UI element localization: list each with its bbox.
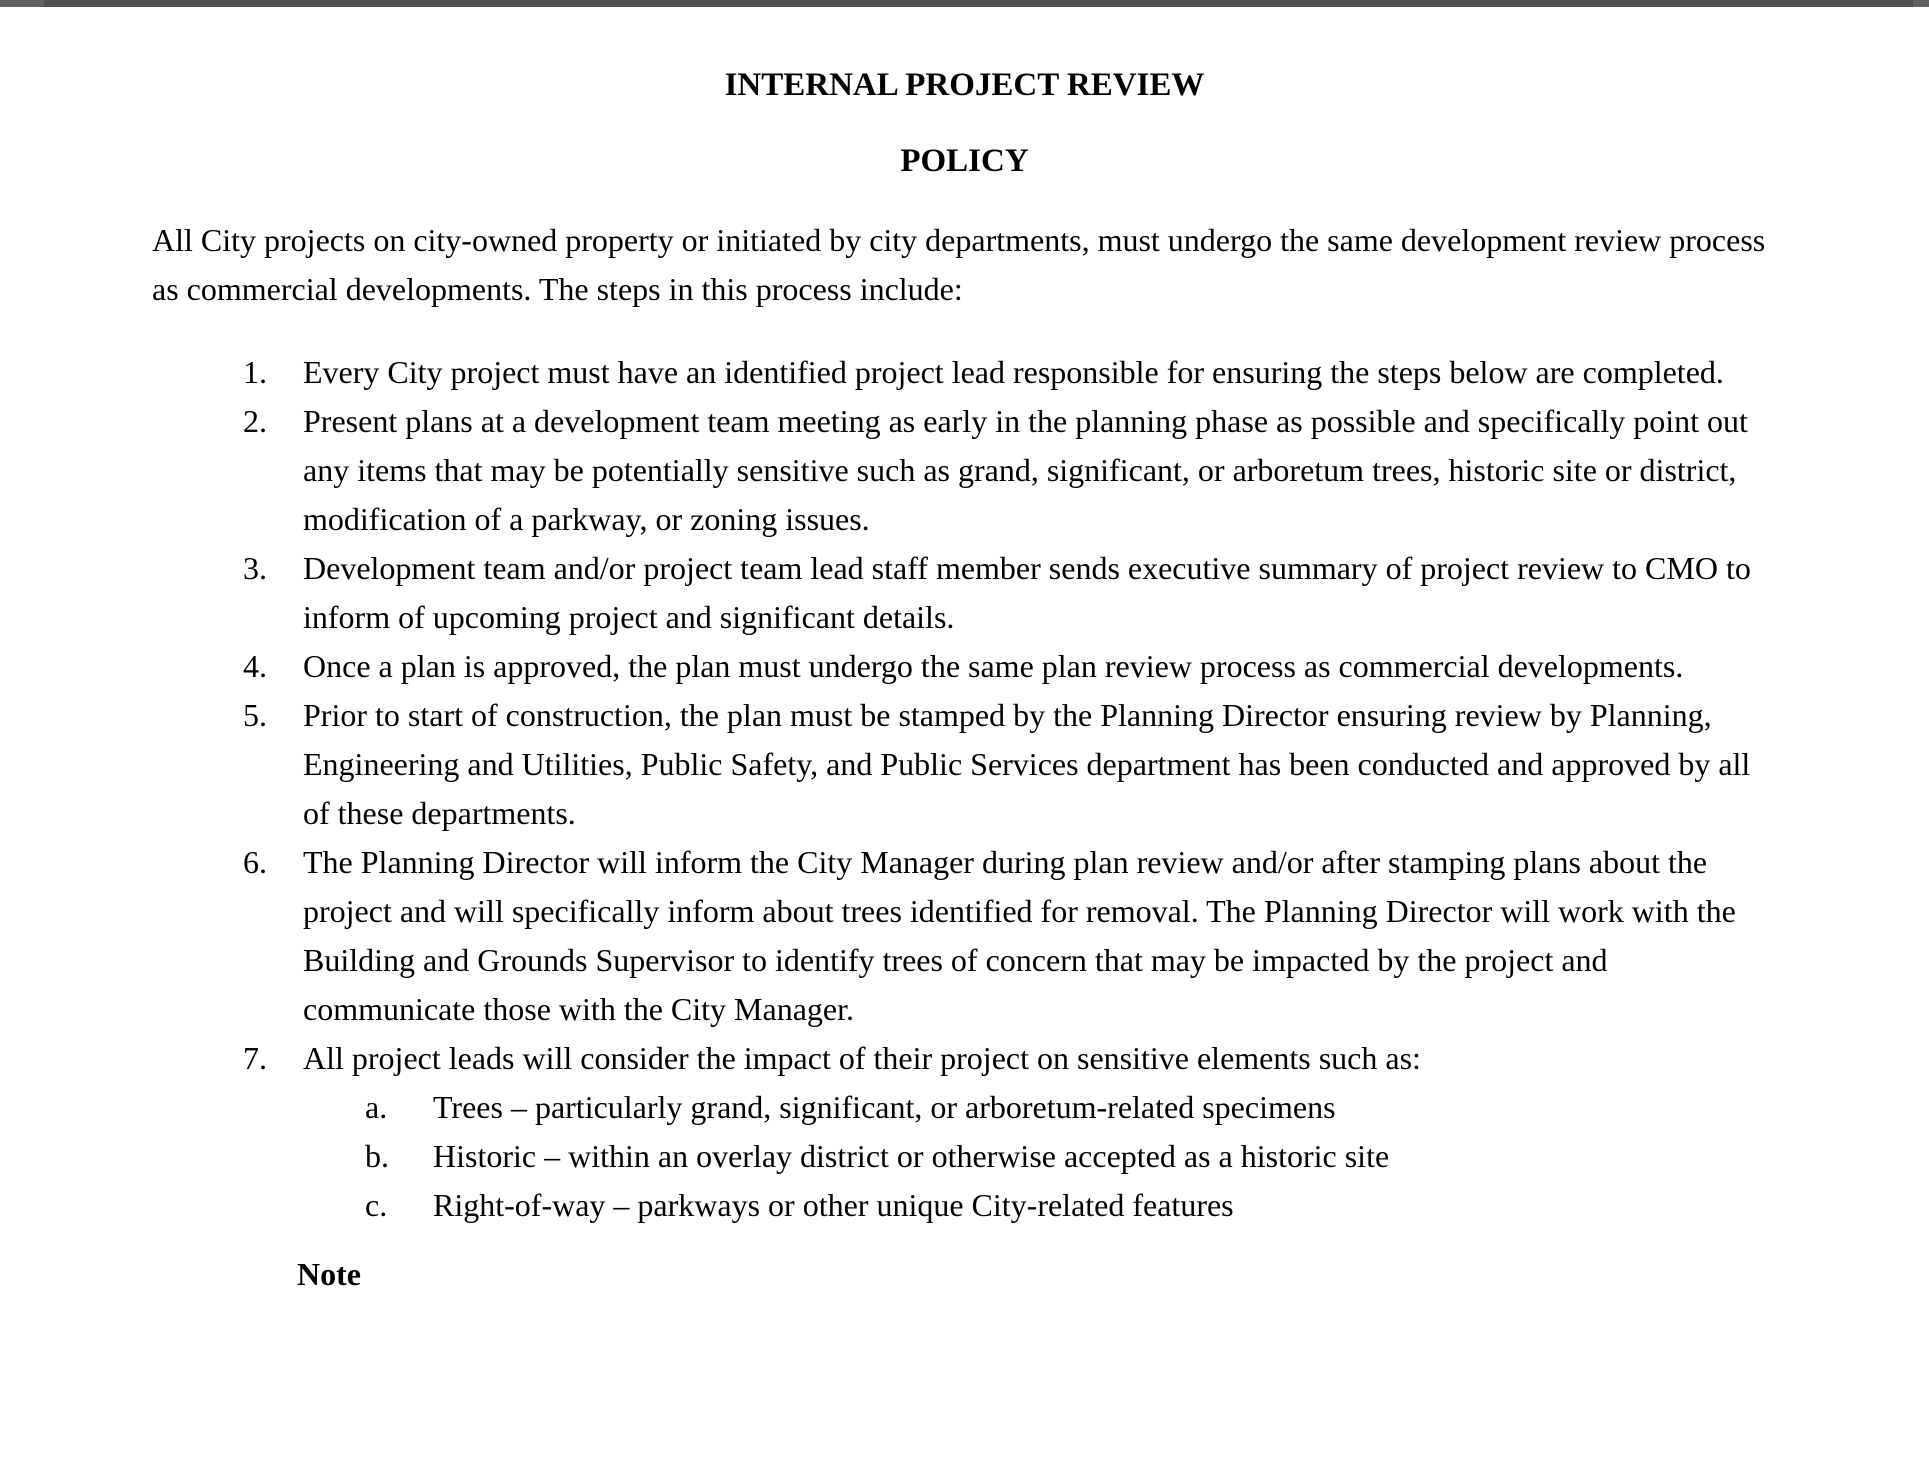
sublist-item-letter: a. [365,1089,388,1125]
list-item [152,642,1777,691]
sublist-item-text: Right-of-way – parkways or other unique City-related features [433,1187,1234,1223]
top-bar-right-segment [1913,0,1929,7]
list-item-number: 2. [243,403,267,439]
list-item-number: 3. [243,550,267,586]
list-item-text: All project leads will consider the impact of their project on sensitive elements such as: [303,1040,1421,1076]
lettered-sublist [152,1083,1777,1230]
list-item [152,838,1777,1034]
note-heading-clipped: Note [297,1256,361,1292]
numbered-list [152,348,1777,1230]
list-item-text: Once a plan is approved, the plan must undergo the same plan review process as commercial developments. [303,648,1684,684]
list-item-number: 4. [243,648,267,684]
list-item-text: Prior to start of construction, the plan must be stamped by the Planning Director ensuring review by Planning, Engineering and Utilities, Public Safety, and Public Services department has been conducted and approved by all of these departments. [303,697,1751,831]
list-item-number: 6. [243,844,267,880]
top-bar-left-segment [0,0,44,7]
sublist-item [152,1083,1777,1132]
list-item-text: Present plans at a development team meeting as early in the planning phase as possible and specifically point out any items that may be potentially sensitive such as grand, significant, or arboretum trees, historic site or district, modification of a parkway, or zoning issues. [303,403,1748,537]
document-page [152,61,1777,1299]
list-item-text: Development team and/or project team lead staff member sends executive summary of project review to CMO to inform of upcoming project and significant details. [303,550,1751,635]
list-item [152,348,1777,397]
window-top-bar [0,0,1929,7]
list-item-text: The Planning Director will inform the City Manager during plan review and/or after stamping plans about the project and will specifically inform about trees identified for removal. The Planning Director will work with the Building and Grounds Supervisor to identify trees of concern that may be impacted by the project and communicate those with the City Manager. [303,844,1736,1027]
list-item-text: Every City project must have an identified project lead responsible for ensuring the steps below are completed. [303,354,1724,390]
list-item [152,544,1777,642]
list-item-number: 5. [243,697,267,733]
list-item [152,397,1777,544]
list-item-number: 1. [243,354,267,390]
document-title: INTERNAL PROJECT REVIEW [724,67,1205,103]
sublist-item-text: Trees – particularly grand, significant, or arboretum-related specimens [433,1089,1336,1125]
sublist-item-letter: c. [365,1187,388,1223]
sublist-item-text: Historic – within an overlay district or otherwise accepted as a historic site [433,1138,1390,1174]
list-item [152,1034,1777,1083]
list-item-number: 7. [243,1040,267,1076]
sublist-item-letter: b. [365,1138,389,1174]
sublist-item [152,1181,1777,1230]
sublist-item [152,1132,1777,1181]
list-item [152,691,1777,838]
intro-paragraph: All City projects on city-owned property or initiated by city departments, must undergo the same development review process as commercial developments. The steps in this process include: [152,222,1766,307]
document-subtitle: POLICY [900,143,1029,179]
